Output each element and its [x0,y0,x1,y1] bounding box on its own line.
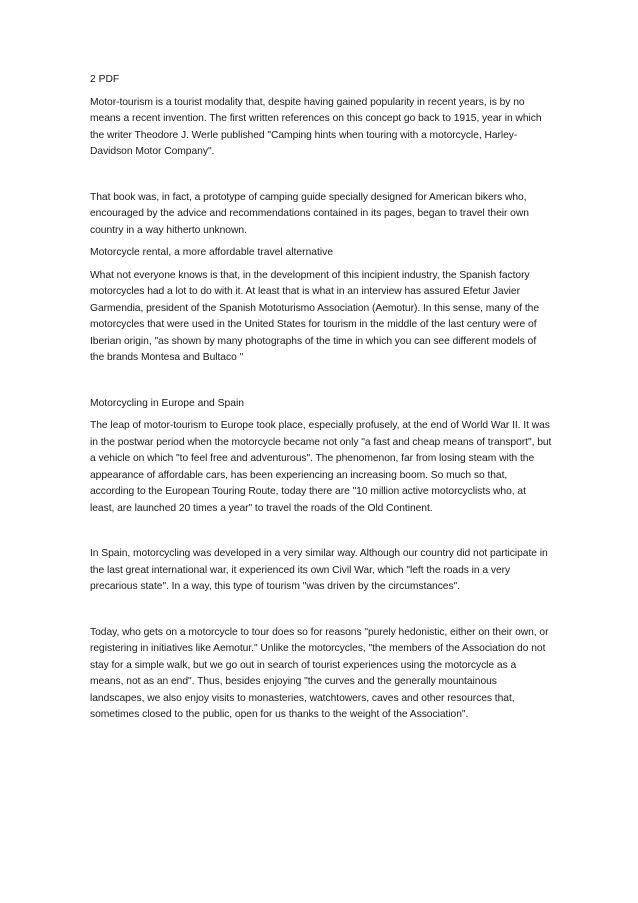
page-title: 2 PDF [90,74,120,85]
paragraph-europe: The leap of motor-tourism to Europe took place, especially profusely, at the end of World War II. It was in the postwar period when the motorcycle became not only "a fast and cheap means of transport", but a vehicle on which "to feel free and adventurous". The phenomenon, far from losing steam with the appearance of affordable cars, has been experiencing an increasing boom. So much so that, according to the European Touring Route, today there are "10 million active motorcyclists who, at least, are launched 20 times a year" to travel the roads of the Old Continent. [90,420,552,514]
document-body [90,72,552,724]
paragraph-spain: In Spain, motorcycling was developed in a very similar way. Although our country did not participate in the last great international war, it experienced its own Civil War, which "left the roads in a very precarious state". In a way, this type of tourism "was driven by the circumstances". [90,548,548,592]
section-heading-europe: Motorcycling in Europe and Spain [90,397,244,409]
paragraph-book: That book was, in fact, a prototype of camping guide specially designed for American bikers who, encouraged by the advice and recommendations contained in its pages, began to travel their own country in a way hitherto unknown. [90,191,529,236]
section-heading-rental: Motorcycle rental, a more affordable travel alternative [90,247,334,258]
paragraph-today: Today, who gets on a motorcycle to tour does so for reasons "purely hedonistic, either on their own, or registering in initiatives like Aemotur." Unlike the motorcycles, "the members of the Association do not stay for a simple walk, but we go out in search of tourist experiences using the motorcycle as a means, not as an end". Thus, besides enjoying "the curves and the generally mountainous landscapes, we also enjoy visits to monasteries, watchtowers, caves and other resources that, sometimes closed to the public, open for us thanks to the weight of the Association". [90,626,549,720]
paragraph-spanish-factory: What not everyone knows is that, in the development of this incipient industry, the Spanish factory motorcycles had a lot to do with it. At least that is what in an interview has assured Efetur Javier Garmendia, president of the Spanish Mototurismo Association (Aemotur). In this sense, many of the motorcycles that were used in the United States for tourism in the middle of the last century were of Iberian origin, "as shown by many photographs of the time in which you can see different models of the brands Montesa and Bultaco " [90,269,540,363]
paragraph-intro: Motor-tourism is a tourist modality that, despite having gained popularity in recent years, is by no means a recent invention. The first written references on this concept go back to 1915, year in which the writer Theodore J. Werle published "Camping hints when touring with a motorcycle, Harley-Davidson Motor Company". [90,96,542,157]
